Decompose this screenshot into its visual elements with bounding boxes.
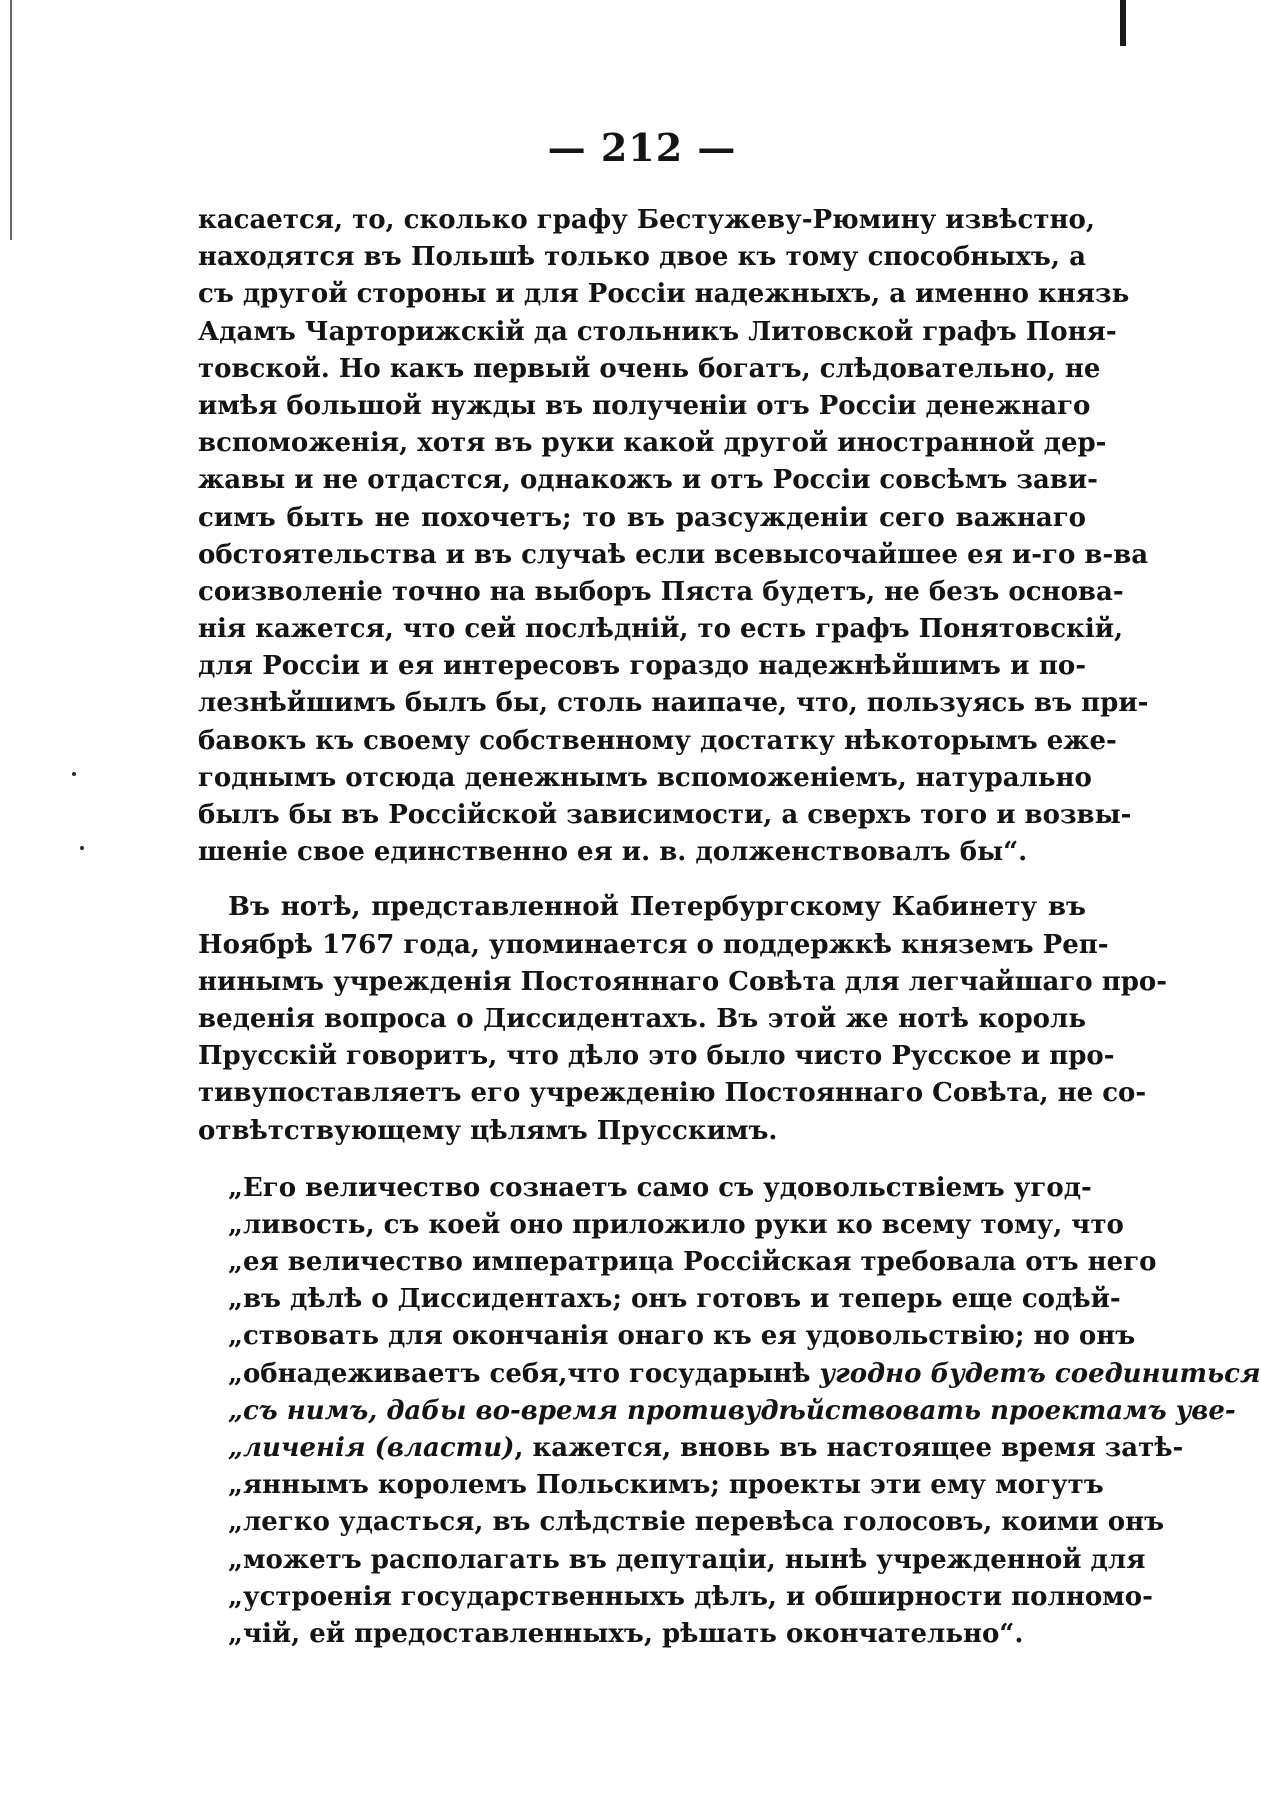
quote-line: „легко удасться, въ слѣдствіе перевѣса голосовъ, коими онъ [228,1507,1165,1538]
quote-line: „въ дѣлѣ о Диссидентахъ; онъ готовъ и теперь еще содѣй- [228,1284,1121,1315]
stray-ink-mark [80,846,84,850]
quote-line: „съ нимъ, дабы во-время противудѣйствовать проектамъ уве- [228,1395,1236,1426]
page-number: — 212 — [547,125,737,170]
quote-line: „чій, ей предоставленныхъ, рѣшать окончательно“. [228,1618,1024,1649]
text-line: для Россіи и ея интересовъ гораздо надежнѣйшимъ и по- [198,651,1086,682]
text-line: жавы и не отдастся, однакожъ и отъ Россіи совсѣмъ зави- [198,465,1098,496]
quote-line: „ливость, съ коей оно приложило руки ко всему тому, что [228,1209,1124,1240]
text-line: былъ бы въ Россійской зависимости, а сверхъ того и возвы- [198,800,1132,830]
text-line: вспоможенія, хотя въ руки какой другой иностранной дер- [198,428,1107,459]
quoted-passage [198,1170,1261,1653]
text-line: бавокъ къ своему собственному достатку нѣкоторымъ еже- [198,725,1117,756]
text-line: Ноябрѣ 1767 года, упоминается о поддержкѣ княземъ Реп- [198,929,1109,960]
scan-right-edge-mark [1120,0,1126,46]
paragraph-continued [198,202,1149,871]
text-line: отвѣтствующему цѣлямъ Прусскимъ. [198,1115,778,1146]
stray-ink-mark [72,772,76,776]
text-line: симъ быть не похочетъ; то въ разсужденіи сего важнаго [198,502,1086,533]
text-line: товской. Но какъ первый очень богатъ, слѣдовательно, не [198,353,1101,384]
quote-line: „устроенія государственныхъ дѣлъ, и обширности полномо- [228,1581,1153,1612]
quote-italic-text: „личенія (власти) [228,1433,515,1463]
text-line: Прусскій говоритъ, что дѣло это было чисто Русское и про- [198,1041,1115,1072]
quote-italic-text: угодно будетъ соединиться [819,1358,1261,1389]
quote-text: „обнадеживаетъ себя,что государынѣ [228,1358,820,1389]
text-line: касается, то, сколько графу Бестужеву-Рюмину извѣстно, [198,205,1095,235]
text-line: нія кажется, что сей послѣдній, то есть графъ Понятовскій, [198,614,1124,645]
quote-line [198,1356,1261,1393]
scan-left-edge-shadow [10,0,12,240]
text-line: имѣя большой нужды въ полученіи отъ Россіи денежнаго [198,390,1091,421]
text-line: обстоятельства и въ случаѣ если всевысочайшее ея и-го в-ва [198,539,1149,570]
paragraph-note [198,889,1168,1149]
text-line: Адамъ Чарторижскій да стольникъ Литовской графъ Поня- [198,316,1117,347]
text-line: соизволеніе точно на выборъ Пяста будетъ, не безъ основа- [198,576,1124,607]
text-line: тивупоставляетъ его учрежденію Постояннаго Совѣта, не со- [198,1078,1147,1109]
text-line: веденія вопроса о Диссидентахъ. Въ этой же нотѣ король [198,1003,1086,1034]
text-line: нинымъ учрежденія Постояннаго Совѣта для легчайшаго про- [198,966,1168,997]
quote-line: „ея величество императрица Россійская требовала отъ него [228,1247,1157,1278]
book-page [198,118,1261,1653]
text-line: шеніе свое единственно ея и. в. долженствовалъ бы“. [198,837,1028,868]
quote-line [198,1430,1184,1467]
quote-text: , кажется, вновь въ настоящее время затѣ- [514,1433,1184,1463]
text-line: находятся въ Польшѣ только двое къ тому способныхъ, а [198,242,1086,273]
quote-line: „ствовать для окончанія онаго къ ея удовольствію; но онъ [228,1321,1136,1352]
quote-line: „можетъ располагать въ депутаціи, нынѣ учрежденной для [228,1544,1146,1575]
text-line: Въ нотѣ, представленной Петербургскому Кабинету въ [228,892,1086,923]
text-line: съ другой стороны и для Россіи надежныхъ, а именно князь [198,279,1130,310]
text-line: лезнѣйшимъ былъ бы, столь наипаче, что, пользуясь въ при- [198,688,1149,719]
text-line: годнымъ отсюда денежнымъ вспоможеніемъ, натурально [198,762,1092,793]
quote-line: „Его величество сознаетъ само съ удовольствіемъ угод- [228,1172,1092,1203]
quote-line: „яннымъ королемъ Польскимъ; проекты эти ему могутъ [228,1470,1104,1501]
